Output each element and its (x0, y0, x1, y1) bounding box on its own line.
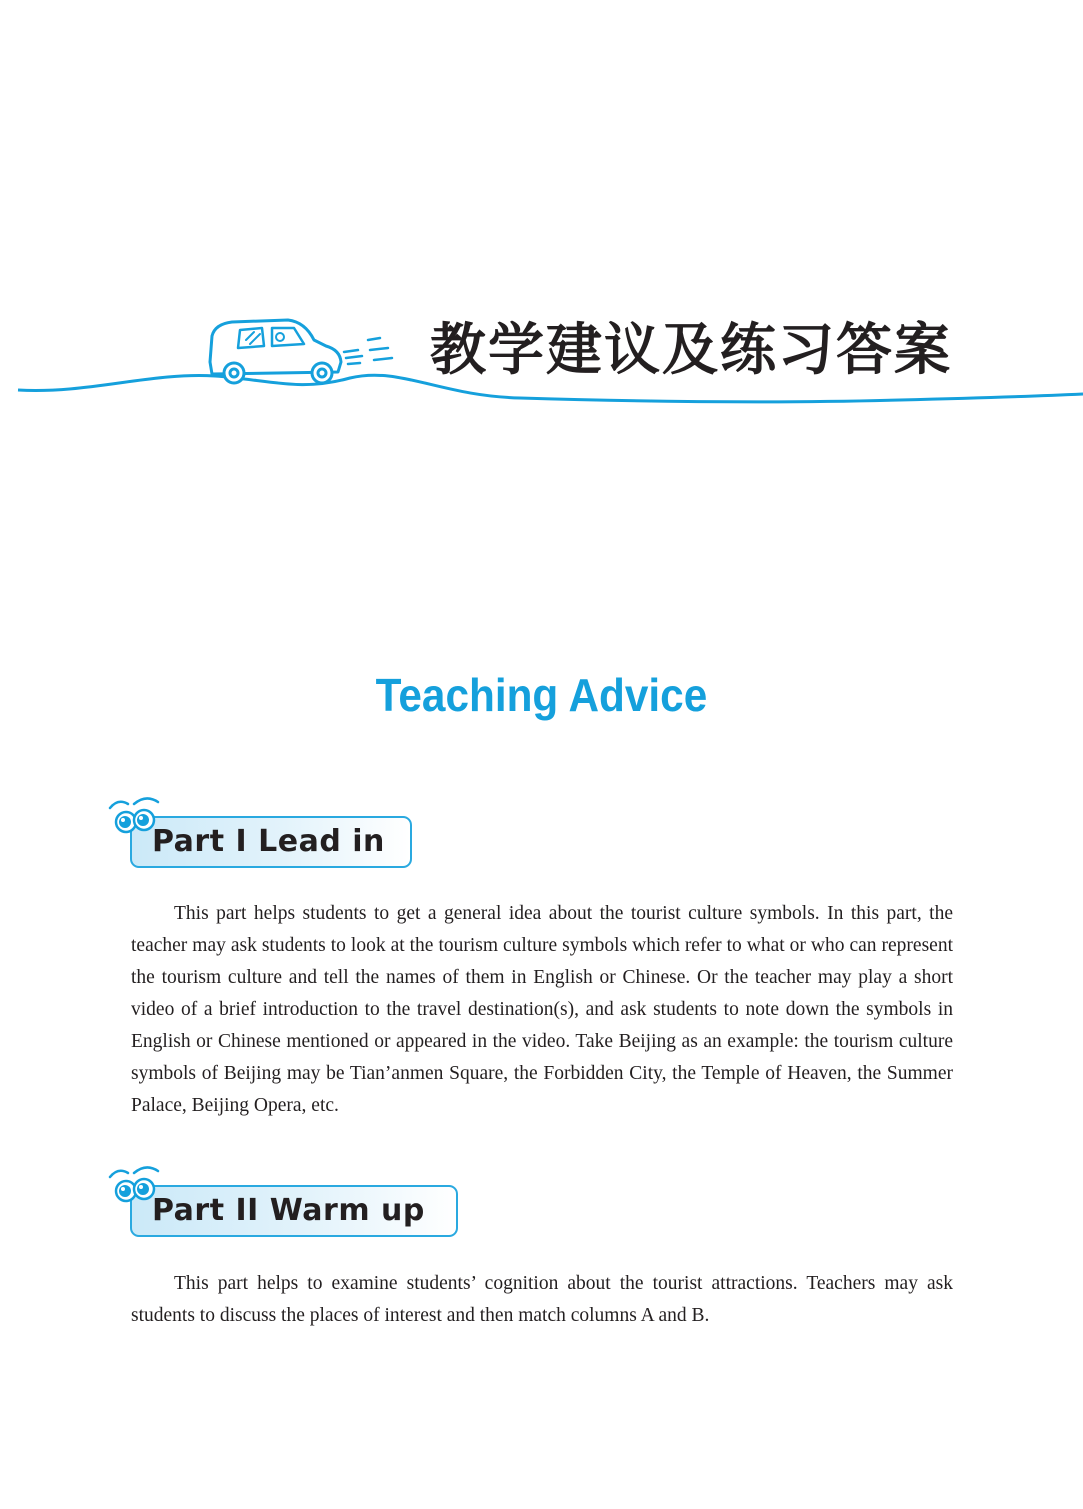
chapter-title: 教学建议及练习答案 (430, 317, 952, 383)
eyes-icon (104, 794, 164, 838)
part-2-paragraph: This part helps to examine students’ cognition about the tourist attractions. Teachers may ask students to discuss the places of interest and then match columns A and B. (131, 1273, 953, 1326)
car-icon (210, 320, 392, 383)
page-title: Teaching Advice (375, 669, 708, 721)
part-2-label: Part II Warm up (152, 1193, 425, 1228)
part-1-header (104, 794, 424, 874)
part-2-header (104, 1163, 474, 1243)
part-2-label-box (130, 1185, 458, 1237)
chapter-banner (0, 300, 1083, 420)
eyes-icon (104, 1163, 164, 1207)
part-1-label-box (130, 816, 412, 868)
part-1-paragraph: This part helps students to get a general idea about the tourist culture symbols. In this part, the teacher may ask students to look at the tourism culture symbols which refer to what or who can represent the tourism culture and tell the names of them in English or Chinese. Or the teacher may play a short video of a brief introduction to the travel destination(s), and ask students to note down the symbols in English or Chinese mentioned or appeared in the video. Take Beijing as an example: the tourism culture symbols of Beijing may be Tian’anmen Square, the Forbidden City, the Temple of Heaven, the Summer Palace, Beijing Opera, etc. (131, 903, 953, 1116)
part-1-label: Part I Lead in (152, 824, 385, 859)
